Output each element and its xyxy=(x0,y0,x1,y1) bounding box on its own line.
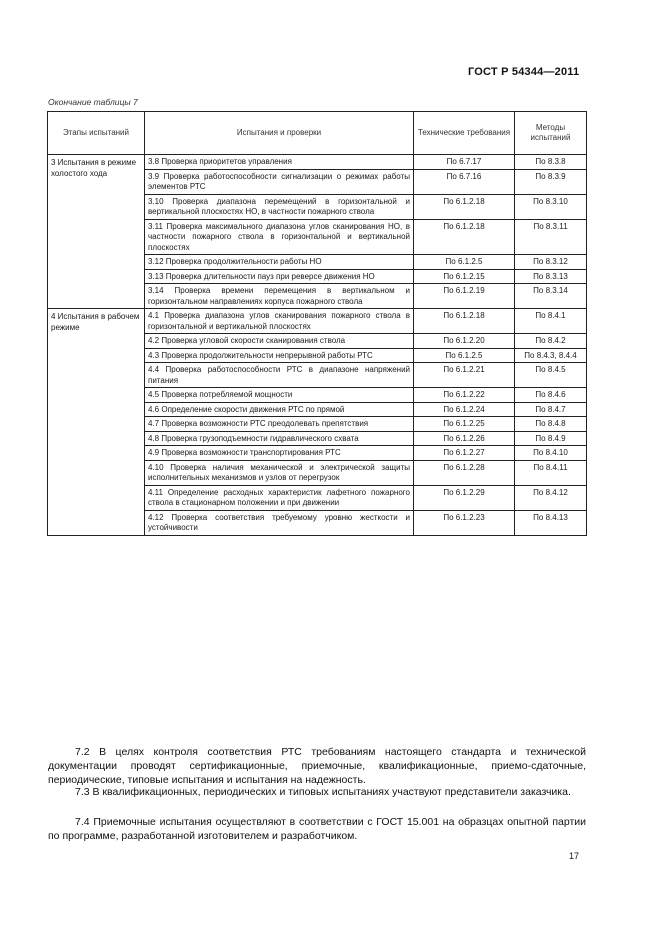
table-caption: Окончание таблицы 7 xyxy=(48,97,138,107)
column-header-stage: Этапы испытаний xyxy=(48,112,145,155)
requirement-cell: По 6.1.2.25 xyxy=(414,417,515,432)
test-cell: 3.14 Проверка времени перемещения в вертикальном и горизонтальном направлениях корпуса пожарного ствола xyxy=(145,284,414,309)
method-cell: По 8.4.11 xyxy=(515,460,587,485)
tests-table xyxy=(47,111,587,536)
test-cell: 4.10 Проверка наличия механической и электрической защиты исполнительных механизмов и узлов от перегрузок xyxy=(145,460,414,485)
test-cell: 4.2 Проверка угловой скорости сканирования ствола xyxy=(145,334,414,349)
test-cell: 4.6 Определение скорости движения РТС по прямой xyxy=(145,402,414,417)
requirement-cell: По 6.1.2.20 xyxy=(414,334,515,349)
requirement-cell: По 6.1.2.29 xyxy=(414,485,515,510)
stage-cell: 3 Испытания в режиме холостого хода xyxy=(48,155,145,309)
test-cell: 4.12 Проверка соответствия требуемому уровню жесткости и устойчивости xyxy=(145,510,414,535)
method-cell: По 8.4.8 xyxy=(515,417,587,432)
stage-cell: 4 Испытания в рабочем режиме xyxy=(48,309,145,536)
method-cell: По 8.4.5 xyxy=(515,363,587,388)
test-cell: 3.13 Проверка длительности пауз при реверсе движения НО xyxy=(145,269,414,284)
requirement-cell: По 6.1.2.27 xyxy=(414,446,515,461)
test-cell: 4.8 Проверка грузоподъемности гидравлического схвата xyxy=(145,431,414,446)
requirement-cell: По 6.1.2.18 xyxy=(414,309,515,334)
paragraph-7-3 xyxy=(48,785,586,799)
method-cell: По 8.4.1 xyxy=(515,309,587,334)
table-row xyxy=(48,309,587,334)
paragraph-7-3-text: 7.3 В квалификационных, периодических и типовых испытаниях участвуют представители заказчика. xyxy=(75,786,571,798)
test-cell: 4.4 Проверка работоспособности РТС в диапазоне напряжений питания xyxy=(145,363,414,388)
method-cell: По 8.4.10 xyxy=(515,446,587,461)
paragraph-7-2 xyxy=(48,745,586,787)
requirement-cell: По 6.1.2.21 xyxy=(414,363,515,388)
requirement-cell: По 6.1.2.28 xyxy=(414,460,515,485)
method-cell: По 8.3.14 xyxy=(515,284,587,309)
document-id: ГОСТ Р 54344—2011 xyxy=(468,66,580,78)
test-cell: 3.11 Проверка максимального диапазона углов сканирования НО, в частности пожарного ствола в горизонтальной и вертикальной плоскостях xyxy=(145,219,414,255)
requirement-cell: По 6.1.2.15 xyxy=(414,269,515,284)
test-cell: 4.11 Определение расходных характеристик лафетного пожарного ствола в стационарном положении и при движении xyxy=(145,485,414,510)
requirement-cell: По 6.1.2.22 xyxy=(414,388,515,403)
method-cell: По 8.4.12 xyxy=(515,485,587,510)
paragraph-7-4-text: 7.4 Приемочные испытания осуществляют в соответствии с ГОСТ 15.001 на образцах опытной партии по программе, разработанной изготовителем и разработчиком. xyxy=(48,816,586,842)
test-cell: 3.8 Проверка приоритетов управления xyxy=(145,155,414,170)
table-header-row xyxy=(48,112,587,155)
method-cell: По 8.3.13 xyxy=(515,269,587,284)
method-cell: По 8.4.3, 8.4.4 xyxy=(515,348,587,363)
test-cell: 4.3 Проверка продолжительности непрерывной работы РТС xyxy=(145,348,414,363)
column-header-requirements: Технические требования xyxy=(414,112,515,155)
test-cell: 3.12 Проверка продолжительности работы НО xyxy=(145,255,414,270)
requirement-cell: По 6.1.2.26 xyxy=(414,431,515,446)
requirement-cell: По 6.7.16 xyxy=(414,169,515,194)
table-body xyxy=(48,155,587,536)
requirement-cell: По 6.1.2.23 xyxy=(414,510,515,535)
paragraph-7-4 xyxy=(48,815,586,843)
test-cell: 4.1 Проверка диапазона углов сканирования пожарного ствола в горизонтальной и вертикальной плоскостях xyxy=(145,309,414,334)
requirement-cell: По 6.7.17 xyxy=(414,155,515,170)
method-cell: По 8.4.13 xyxy=(515,510,587,535)
column-header-methods: Методы испытаний xyxy=(515,112,587,155)
table-row xyxy=(48,155,587,170)
method-cell: По 8.4.6 xyxy=(515,388,587,403)
test-cell: 4.9 Проверка возможности транспортирования РТС xyxy=(145,446,414,461)
test-cell: 3.10 Проверка диапазона перемещений в горизонтальной и вертикальной плоскостях НО, в частности пожарного ствола xyxy=(145,194,414,219)
page-number: 17 xyxy=(569,851,580,861)
column-header-test: Испытания и проверки xyxy=(145,112,414,155)
method-cell: По 8.4.7 xyxy=(515,402,587,417)
test-cell: 4.5 Проверка потребляемой мощности xyxy=(145,388,414,403)
test-cell: 3.9 Проверка работоспособности сигнализации о режимах работы элементов РТС xyxy=(145,169,414,194)
method-cell: По 8.3.12 xyxy=(515,255,587,270)
requirement-cell: По 6.1.2.5 xyxy=(414,348,515,363)
requirement-cell: По 6.1.2.18 xyxy=(414,219,515,255)
paragraph-7-2-text: 7.2 В целях контроля соответствия РТС требованиям настоящего стандарта и технической документации проводят сертификационные, приемочные, квалификационные, приемо-сдаточные, периодические, типовые испытания и испытания на надежность. xyxy=(48,746,586,786)
method-cell: По 8.3.10 xyxy=(515,194,587,219)
requirement-cell: По 6.1.2.19 xyxy=(414,284,515,309)
method-cell: По 8.4.9 xyxy=(515,431,587,446)
method-cell: По 8.3.8 xyxy=(515,155,587,170)
requirement-cell: По 6.1.2.24 xyxy=(414,402,515,417)
method-cell: По 8.3.9 xyxy=(515,169,587,194)
method-cell: По 8.4.2 xyxy=(515,334,587,349)
requirement-cell: По 6.1.2.18 xyxy=(414,194,515,219)
method-cell: По 8.3.11 xyxy=(515,219,587,255)
requirement-cell: По 6.1.2.5 xyxy=(414,255,515,270)
test-cell: 4.7 Проверка возможности РТС преодолевать препятствия xyxy=(145,417,414,432)
